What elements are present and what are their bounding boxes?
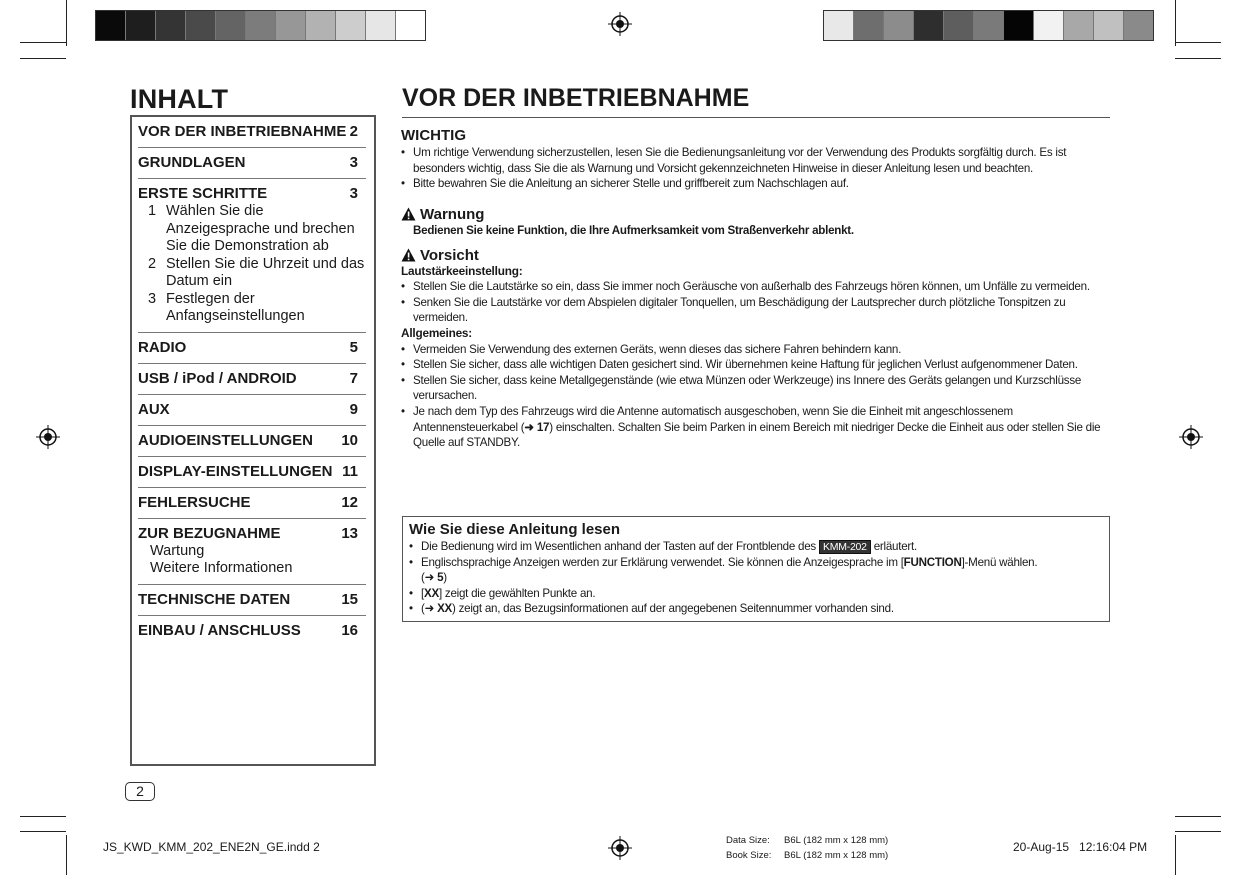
- toc-label: TECHNISCHE DATEN: [138, 590, 291, 608]
- howto-text: ] zeigt die gewählten Punkte an.: [438, 586, 596, 600]
- page-reference: XX: [437, 602, 453, 616]
- toc-entry[interactable]: [138, 488, 366, 519]
- toc-label: GRUNDLAGEN: [138, 154, 246, 171]
- color-swatch: [854, 11, 884, 40]
- color-swatch: [366, 11, 396, 40]
- registration-mark-icon: [608, 12, 632, 36]
- toc-label: AUDIOEINSTELLUNGEN: [138, 431, 314, 449]
- list-item: • Englischsprachige Anzeigen werden zur Erklärung verwendet. Sie können die Anzeigesprache im [FUNCTION]-Menü wählen. (➜ 5): [409, 555, 1103, 586]
- table-of-contents: [130, 115, 376, 766]
- list-item: [401, 404, 1113, 451]
- toc-entry[interactable]: [138, 333, 366, 364]
- toc-label: ERSTE SCHRITTE: [138, 185, 268, 202]
- wichtig-list: [401, 145, 1113, 192]
- toc-label: VOR DER INBETRIEBNAHME: [138, 123, 347, 140]
- vorsicht-heading: Vorsicht: [420, 246, 479, 264]
- allgemeines-list: [401, 342, 1113, 451]
- registration-mark-icon: [36, 425, 60, 449]
- toc-step-text: Stellen Sie die Uhrzeit und das Datum ein: [166, 255, 365, 289]
- warning-triangle-icon: [401, 207, 416, 221]
- toc-page: 10: [341, 431, 358, 449]
- toc-entry[interactable]: [138, 117, 366, 148]
- color-swatch: [336, 11, 366, 40]
- toc-label: USB / iPod / ANDROID: [138, 369, 297, 387]
- toc-page: 7: [349, 369, 358, 387]
- model-tag: KMM-202: [819, 540, 871, 554]
- toc-entry[interactable]: [138, 585, 366, 616]
- toc-label: ZUR BEZUGNAHME: [138, 524, 281, 542]
- toc-page: 9: [349, 400, 358, 418]
- footer-filename: JS_KWD_KMM_202_ENE2N_GE.indd 2: [103, 840, 320, 854]
- color-swatch: [884, 11, 914, 40]
- toc-step-number: 3: [147, 290, 157, 307]
- arrow-right-icon: ➜: [424, 602, 438, 616]
- toc-label: DISPLAY-EINSTELLUNGEN: [138, 462, 333, 480]
- toc-entry[interactable]: [138, 364, 366, 395]
- crop-mark: [1175, 58, 1221, 59]
- registration-mark-icon: [608, 836, 632, 860]
- list-item: • Stellen Sie sicher, dass keine Metallgegenstände (wie etwa Münzen oder Werkzeuge) ins Innere des Geräts gelangen und Kurzschlüsse verursachen.: [401, 373, 1113, 404]
- toc-step-number: 1: [147, 203, 157, 219]
- toc-page: 12: [341, 493, 358, 511]
- list-item: • Bitte bewahren Sie die Anleitung an sicherer Stelle und griffbereit zum Nachschlagen auf.: [401, 176, 1113, 192]
- color-swatch: [974, 11, 1004, 40]
- toc-entry[interactable]: [138, 519, 366, 585]
- crop-mark: [1175, 835, 1176, 875]
- color-swatch: [156, 11, 186, 40]
- warnung-heading: Warnung: [420, 205, 485, 223]
- warning-triangle-icon: [401, 248, 416, 262]
- section-heading-vorsicht: [401, 247, 1113, 264]
- registration-mark-icon: [1179, 425, 1203, 449]
- howto-text: ) zeigt an, das Bezugsinformationen auf der angegebenen Seitennummer vorhanden sind.: [452, 602, 894, 616]
- howto-text: Englischsprachige Anzeigen werden zur Erklärung verwendet. Sie können die Anzeigesprache im [: [421, 555, 904, 569]
- color-swatch: [1064, 11, 1094, 40]
- list-item: [409, 539, 1103, 555]
- page-title: VOR DER INBETRIEBNAHME: [402, 84, 750, 112]
- toc-step-text: Festlegen der Anfangseinstellungen: [166, 290, 305, 324]
- toc-label: RADIO: [138, 338, 187, 356]
- how-to-read-box: [402, 516, 1110, 622]
- toc-page: 5: [349, 338, 358, 356]
- how-to-list: [409, 539, 1103, 617]
- color-bar-right: [823, 10, 1154, 41]
- list-item: • Vermeiden Sie Verwendung des externen Geräts, wenn dieses das sichere Fahren behindern kann.: [401, 342, 1113, 358]
- toc-entry[interactable]: [138, 426, 366, 457]
- section-heading-wichtig: WICHTIG: [401, 127, 466, 144]
- antenna-text-pre: Je nach dem Typ des Fahrzeugs wird die Antenne automatisch ausgeschoben, wenn Sie die Einheit mit angeschlossenem Antennensteuerkabel (: [413, 404, 1013, 434]
- crop-mark: [20, 58, 66, 59]
- howto-text: Die Bedienung wird im Wesentlichen anhand der Tasten auf der Frontblende des: [421, 540, 816, 553]
- arrow-right-icon: ➜: [524, 420, 537, 434]
- color-swatch: [1034, 11, 1064, 40]
- toc-page: 16: [341, 621, 358, 639]
- book-size-value: B6L (182 mm x 128 mm): [784, 850, 889, 861]
- page-reference[interactable]: 17: [536, 420, 550, 434]
- toc-page: 2: [349, 123, 358, 140]
- list-item: • Um richtige Verwendung sicherzustellen, lesen Sie die Bedienungsanleitung vor der Verwendung des Produkts sorgfältig durch. Es ist besonders wichtig, dass Sie die als Warnung und Vorsicht gekennzeichneten Hinweise in dieser Anleitung lesen und beachten.: [401, 145, 1113, 176]
- footer-timestamp: 20-Aug-15 12:16:04 PM: [1013, 840, 1148, 854]
- color-swatch: [186, 11, 216, 40]
- toc-step[interactable]: [138, 256, 366, 291]
- color-swatch: [1094, 11, 1124, 40]
- toc-page: 11: [342, 462, 358, 480]
- toc-step-text: Wählen Sie die Anzeigesprache und brechen Sie die Demonstration ab: [166, 203, 355, 254]
- toc-step[interactable]: [138, 203, 366, 256]
- function-key: FUNCTION: [903, 555, 962, 569]
- crop-mark: [66, 0, 67, 46]
- crop-mark: [1175, 42, 1221, 43]
- color-swatch: [914, 11, 944, 40]
- data-size-value: B6L (182 mm x 128 mm): [784, 835, 889, 846]
- toc-subentry[interactable]: Wartung: [150, 542, 205, 559]
- toc-entry[interactable]: [138, 457, 366, 488]
- toc-subentry[interactable]: Weitere Informationen: [150, 560, 293, 576]
- toc-page: 3: [349, 185, 358, 202]
- toc-page: 13: [341, 524, 358, 542]
- howto-text: erläutert.: [873, 540, 917, 553]
- list-item: • (➜ XX) zeigt an, das Bezugsinformationen auf der angegebenen Seitennummer vorhanden sind.: [409, 601, 1103, 617]
- how-to-heading: Wie Sie diese Anleitung lesen: [409, 521, 621, 538]
- color-swatch: [246, 11, 276, 40]
- list-item: • Stellen Sie sicher, dass alle wichtigen Daten gesichert sind. Wir übernehmen keine Haftung für jeglichen Verlust aufgenommener Daten.: [401, 357, 1113, 373]
- color-swatch: [396, 11, 425, 40]
- color-swatch: [306, 11, 336, 40]
- color-swatch: [216, 11, 246, 40]
- color-swatch: [824, 11, 854, 40]
- color-swatch: [1004, 11, 1034, 40]
- toc-label: FEHLERSUCHE: [138, 493, 251, 511]
- crop-mark: [20, 831, 66, 832]
- crop-mark: [20, 816, 66, 817]
- list-item: • Stellen Sie die Lautstärke so ein, dass Sie immer noch Geräusche von außerhalb des Fahrzeugs hören können, um Unfälle zu vermeiden.: [401, 279, 1113, 295]
- subheading-allgemeines: Allgemeines:: [401, 326, 473, 341]
- color-swatch: [96, 11, 126, 40]
- color-swatch: [944, 11, 974, 40]
- crop-mark: [1175, 816, 1221, 817]
- toc-page: 3: [349, 154, 358, 171]
- toc-label: AUX: [138, 400, 170, 418]
- color-bar-left: [95, 10, 426, 41]
- color-swatch: [276, 11, 306, 40]
- color-swatch: [1124, 11, 1153, 40]
- list-item: • Senken Sie die Lautstärke vor dem Abspielen digitaler Tonquellen, um Beschädigung der Lautsprecher durch plötzliche Tonspitzen zu vermeiden.: [401, 295, 1113, 326]
- key-placeholder: XX: [423, 586, 439, 600]
- toc-entry[interactable]: [138, 395, 366, 426]
- toc-label: EINBAU / ANSCHLUSS: [138, 621, 301, 639]
- color-swatch: [126, 11, 156, 40]
- toc-step-number: 2: [147, 255, 157, 272]
- list-item: • [XX] zeigt die gewählten Punkte an.: [409, 586, 1103, 602]
- crop-mark: [1175, 831, 1221, 832]
- crop-mark: [66, 835, 67, 875]
- howto-text: ]-Menü wählen.: [961, 555, 1038, 569]
- book-size-label: Book Size:: [726, 850, 772, 861]
- crop-mark: [1175, 0, 1176, 46]
- arrow-right-icon: ➜: [424, 571, 438, 585]
- antenna-text-post: ) einschalten. Schalten Sie beim Parken in einem Bereich mit niedriger Decke die Einheit aus oder stellen Sie die Quelle auf STANDBY.: [413, 420, 1101, 450]
- toc-entry[interactable]: [138, 616, 366, 646]
- page-number: 2: [125, 782, 155, 801]
- toc-title: INHALT: [130, 84, 229, 114]
- toc-step[interactable]: [138, 291, 366, 326]
- section-heading-warnung: [401, 206, 1113, 223]
- warnung-text: Bedienen Sie keine Funktion, die Ihre Aufmerksamkeit vom Straßenverkehr ablenkt.: [413, 223, 854, 237]
- data-size-label: Data Size:: [726, 835, 770, 846]
- toc-entry[interactable]: [138, 179, 366, 333]
- title-rule: [402, 117, 1110, 118]
- crop-mark: [20, 42, 66, 43]
- footer-size-labels: [726, 833, 888, 863]
- toc-page: 15: [341, 590, 358, 608]
- lautstaerke-list: [401, 279, 1113, 326]
- toc-entry[interactable]: [138, 148, 366, 179]
- main-content: [401, 127, 1113, 451]
- page-reference[interactable]: 5: [437, 571, 444, 585]
- subheading-lautstaerke: Lautstärkeeinstellung:: [401, 263, 523, 278]
